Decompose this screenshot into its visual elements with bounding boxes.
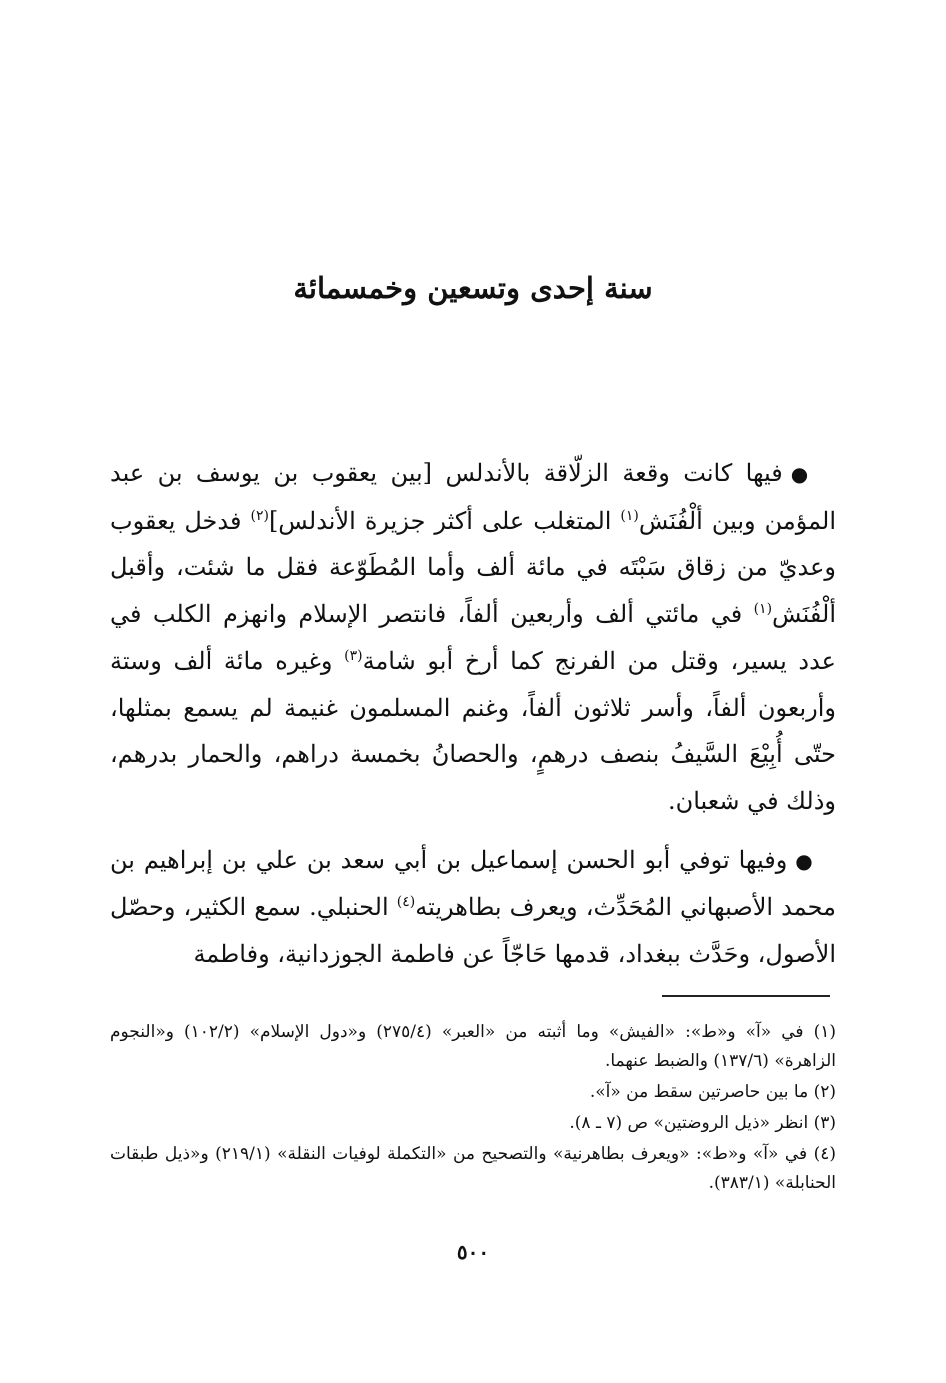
footnote-ref: (١) <box>620 507 639 524</box>
text-segment: فيها كانت وقعة الزلّاقة بالأندلس [بين يعقوب بن يوسف بن عبد المؤمن وبين ألْفُنَش <box>110 459 836 535</box>
paragraph-battle <box>110 450 836 825</box>
page-number: ٥٠٠ <box>456 1240 490 1264</box>
footnote-item: (٤) في «آ» و«ط»: «ويعرف بطاهرنية» والتصحيح من «التكملة لوفيات النقلة» (٢١٩/١) و«ذيل طبقات الحنابلة» (٣٨٣/١). <box>110 1144 836 1193</box>
text-segment: المتغلب على أكثر جزيرة الأندلس] <box>268 506 621 535</box>
text-segment: الحنبلي. سمع الكثير، وحصّل الأصول، وحَدَّث ببغداد، قدمها حَاجّاً عن فاطمة الجوزدانية، وفاطمة <box>110 893 836 969</box>
footnote-item: (٣) انظر «ذيل الروضتين» ص (٧ ـ ٨). <box>569 1113 836 1133</box>
bullet-icon: ● <box>795 848 815 873</box>
text-segment: في مائتي ألف وأربعين ألفاً، فانتصر الإسلام وانهزم الكلب في عدد يسير، وقتل من الفرنج كما أرخ أبو شامة <box>110 600 837 675</box>
paragraph-obituary <box>110 837 836 978</box>
text-segment: فدخل يعقوب وعديّ من زقاق سَبْتَه في مائة ألف وأما المُطَوّعة فقل ما شئت، وأقبل ألْفُنَش <box>110 506 836 629</box>
main-text <box>110 450 836 990</box>
footnote-item: (١) في «آ» و«ط»: «الفيش» وما أثبته من «العبر» (٢٧٥/٤) و«دول الإسلام» (١٠٢/٢) و«النجوم الزاهرة» (١٣٧/٦) والضبط عنهما. <box>110 1022 837 1071</box>
footnote-ref: (٣) <box>344 647 363 664</box>
footnotes <box>110 1018 836 1200</box>
footnote-ref: (٤) <box>396 894 416 911</box>
footnote-item: (٢) ما بين حاصرتين سقط من «آ». <box>589 1082 836 1102</box>
page-title: سنة إحدى وتسعين وخمسمائة <box>293 271 653 305</box>
bullet-icon: ● <box>790 462 814 486</box>
text-segment: وفيها توفي أبو الحسن إسماعيل بن أبي سعد بن علي بن إبراهيم بن محمد الأصبهاني المُحَدِّث، ويعرف بطاهريته <box>110 845 836 922</box>
footnote-ref: (١) <box>753 601 773 618</box>
text-segment: وغيره مائة ألف وستة وأربعون ألفاً، وأسر ثلاثون ألفاً، وغنم المسلمون غنيمة لم يسمع بمثلها، حتّى أُبِيْعَ السَّيفُ بنصف درهمٍ، والحصانُ بخمسة دراهم، والحمار بدرهم، وذلك في شعبان. <box>110 646 837 815</box>
footnote-divider <box>662 995 830 997</box>
footnote-ref: (٢) <box>250 507 269 524</box>
